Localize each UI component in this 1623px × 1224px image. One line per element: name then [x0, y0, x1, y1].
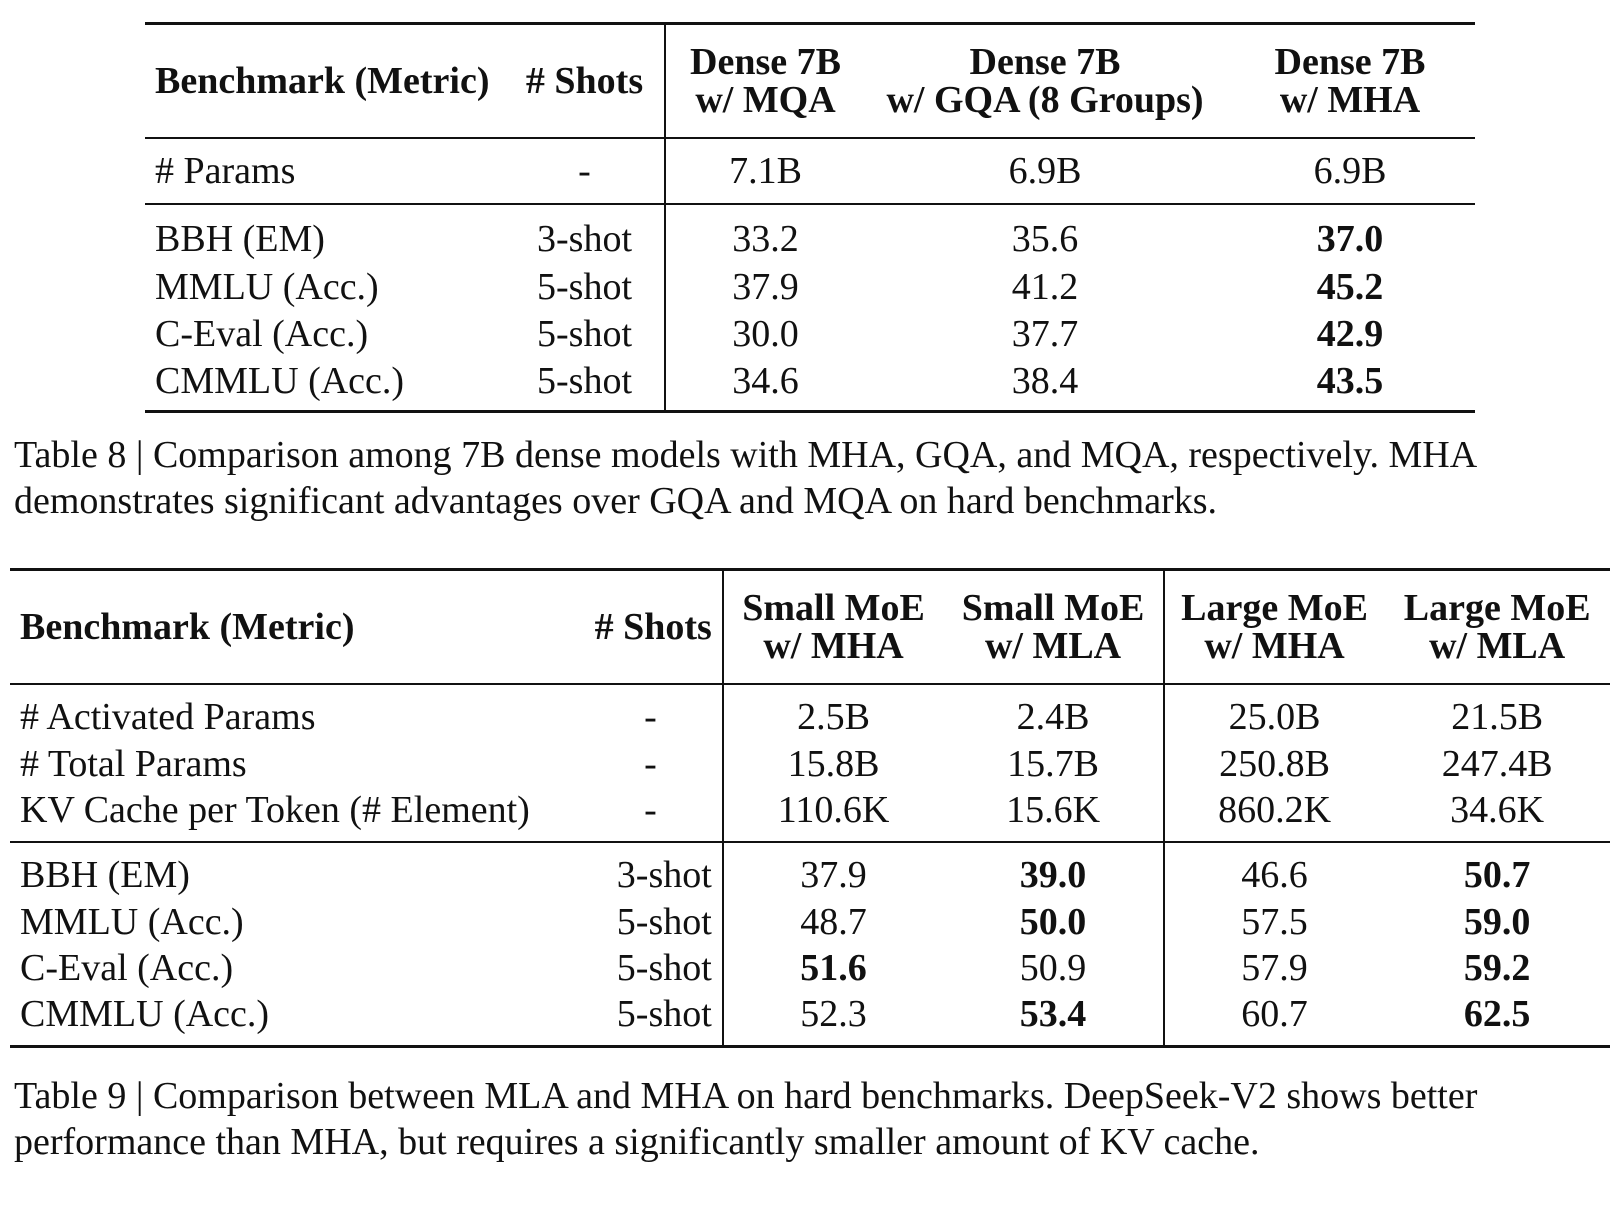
cell-value: 41.2 — [1011, 265, 1079, 308]
header-benchmark: Benchmark (Metric) — [20, 606, 355, 648]
cell-value-best: 59.2 — [1463, 947, 1531, 989]
cell-value: 57.5 — [1164, 899, 1385, 945]
table-row — [145, 138, 1475, 204]
row-shots: 5-shot — [537, 312, 632, 355]
cell-value: 15.8B — [723, 741, 944, 787]
table-row — [145, 263, 1475, 310]
row-label: C-Eval (Acc.) — [20, 947, 234, 989]
cell-value: 860.2K — [1164, 787, 1385, 842]
cell-value: 60.7 — [1164, 991, 1385, 1047]
row-shots: 5-shot — [616, 947, 712, 989]
table-row — [145, 310, 1475, 357]
row-shots: 5-shot — [616, 901, 712, 943]
header-small-moe-mha: Small MoE w/ MHA — [723, 570, 944, 685]
row-label: CMMLU (Acc.) — [155, 359, 405, 402]
row-label: KV Cache per Token (# Element) — [20, 789, 530, 831]
row-shots: 5-shot — [537, 265, 632, 308]
table-row — [10, 842, 1610, 899]
cell-value: 33.2 — [665, 204, 865, 263]
cell-value-best: 37.0 — [1316, 218, 1384, 260]
cell-value-best: 50.0 — [1019, 901, 1087, 943]
cell-value: 46.6 — [1164, 842, 1385, 899]
cell-value: 30.0 — [665, 310, 865, 357]
header-dense-gqa: Dense 7B w/ GQA (8 Groups) — [886, 41, 1204, 121]
table-row — [10, 899, 1610, 945]
cell-value: 57.9 — [1164, 945, 1385, 991]
cell-value: 6.9B — [1313, 150, 1387, 192]
row-shots: 5-shot — [537, 359, 632, 402]
cell-value-best: 50.7 — [1463, 854, 1531, 896]
cell-value-best: 59.0 — [1463, 901, 1531, 943]
cell-value: 7.1B — [665, 138, 865, 204]
header-benchmark: Benchmark (Metric) — [155, 60, 490, 102]
cell-value: 2.5B — [723, 684, 944, 741]
header-shots: # Shots — [594, 606, 712, 648]
table-row — [145, 204, 1475, 263]
cell-value-best: 43.5 — [1316, 359, 1384, 402]
table-row — [10, 991, 1610, 1047]
row-shots: 3-shot — [537, 218, 632, 260]
cell-value: 52.3 — [723, 991, 944, 1047]
table-8-caption: Table 8 | Comparison among 7B dense models with MHA, GQA, and MQA, respectively. MHA demonstrates significant advantages over GQA and MQA on hard benchmarks. — [14, 434, 1476, 522]
cell-value: 34.6K — [1450, 789, 1545, 831]
header-shots: # Shots — [525, 60, 644, 102]
cell-value: 48.7 — [723, 899, 944, 945]
cell-value: 2.4B — [1016, 696, 1090, 738]
row-shots: - — [644, 789, 657, 831]
row-label: # Params — [155, 150, 296, 192]
cell-value: 15.6K — [1006, 789, 1101, 831]
row-shots: 5-shot — [616, 993, 712, 1035]
row-label: # Activated Params — [20, 696, 316, 738]
cell-value-best: 42.9 — [1316, 312, 1384, 355]
header-large-moe-mha: Large MoE w/ MHA — [1164, 570, 1385, 685]
cell-value: 6.9B — [1008, 150, 1082, 192]
cell-value: 35.6 — [1011, 218, 1079, 260]
row-label: BBH (EM) — [155, 218, 325, 260]
cell-value-best: 45.2 — [1316, 265, 1384, 308]
table-row — [10, 787, 1610, 842]
cell-value: 15.7B — [1007, 743, 1099, 785]
row-shots: 3-shot — [616, 854, 712, 896]
header-large-moe-mla: Large MoE w/ MLA — [1403, 587, 1591, 667]
cell-value: 37.9 — [723, 842, 944, 899]
table-row — [10, 684, 1610, 741]
table-row — [10, 741, 1610, 787]
row-label: MMLU (Acc.) — [20, 901, 244, 943]
cell-value: 37.7 — [1011, 312, 1079, 355]
cell-value: 37.9 — [665, 263, 865, 310]
cell-value-best: 51.6 — [723, 945, 944, 991]
header-dense-mha: Dense 7B w/ MHA — [1274, 41, 1426, 121]
table-9-caption: Table 9 | Comparison between MLA and MHA on hard benchmarks. DeepSeek-V2 shows better performance than MHA, but requires a significantly smaller amount of KV cache. — [14, 1075, 1478, 1163]
header-small-moe-mla: Small MoE w/ MLA — [961, 587, 1145, 667]
table-9 — [10, 568, 1610, 1048]
cell-value: 250.8B — [1164, 741, 1385, 787]
cell-value: 110.6K — [723, 787, 944, 842]
row-label: C-Eval (Acc.) — [155, 312, 369, 355]
header-dense-mqa: Dense 7B w/ MQA — [665, 24, 865, 139]
cell-value-best: 62.5 — [1463, 993, 1531, 1035]
row-label: # Total Params — [20, 743, 247, 785]
cell-value: 38.4 — [1011, 359, 1079, 402]
row-label: CMMLU (Acc.) — [20, 993, 270, 1035]
cell-value: 34.6 — [665, 357, 865, 412]
row-shots: - — [644, 743, 657, 785]
cell-value: 21.5B — [1451, 696, 1544, 738]
row-shots: - — [644, 696, 657, 738]
cell-value-best: 53.4 — [1019, 993, 1087, 1035]
table-row — [10, 945, 1610, 991]
table-row — [145, 357, 1475, 412]
row-label: MMLU (Acc.) — [155, 265, 379, 308]
table-8 — [145, 22, 1475, 413]
cell-value: 25.0B — [1164, 684, 1385, 741]
cell-value-best: 39.0 — [1019, 854, 1087, 896]
row-label: BBH (EM) — [20, 854, 190, 896]
cell-value: 247.4B — [1441, 743, 1553, 785]
row-shots: - — [578, 150, 591, 192]
cell-value: 50.9 — [1019, 947, 1087, 989]
